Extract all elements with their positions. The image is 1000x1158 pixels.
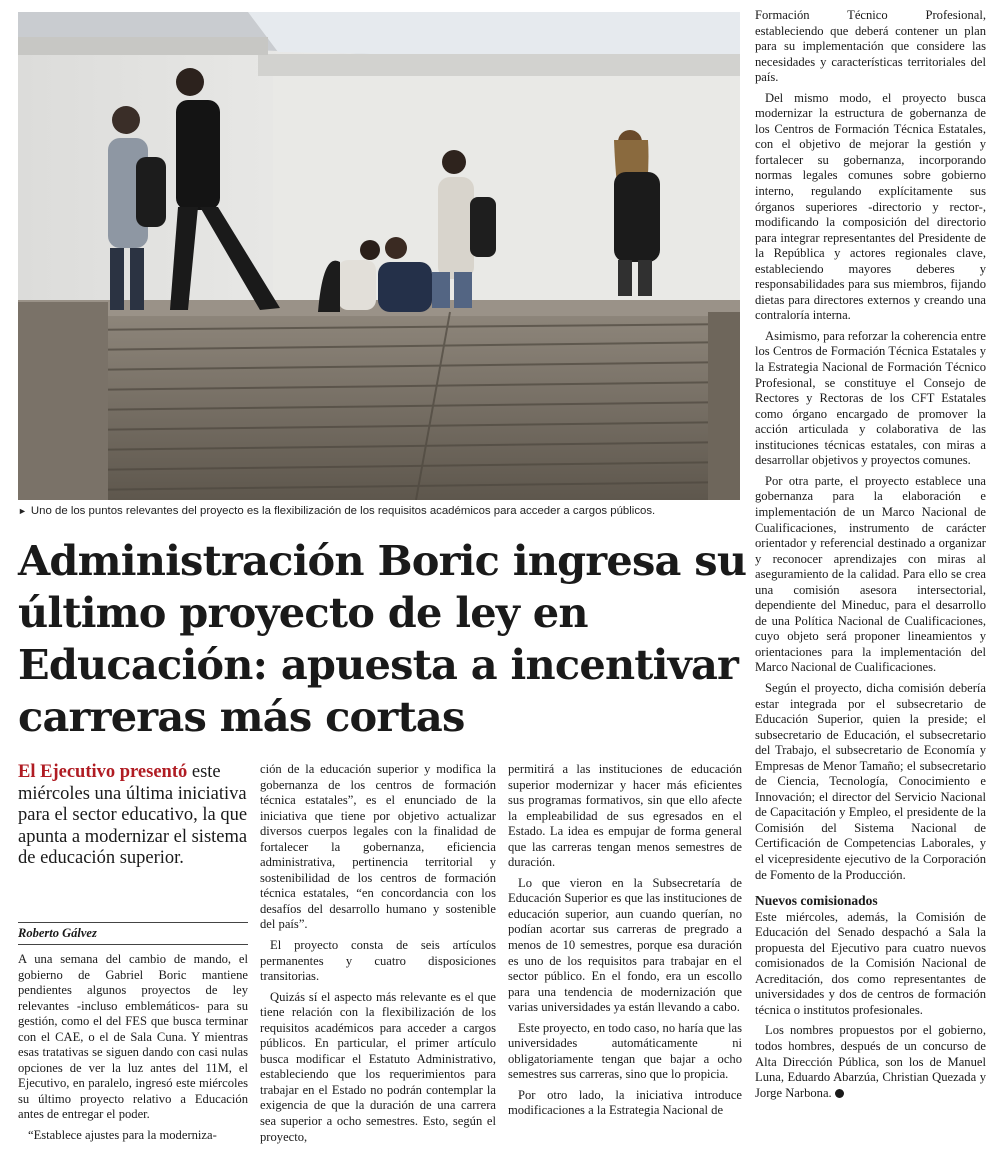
paragraph: ción de la educación superior y modifica la gobernanza de los centros de formación técnica estatales”, es el enunciado de la iniciativa que tiene por objetivo actualizar diversos cuerpos legales con la finalidad de fortalecer la gobernanza, eficiencia administrativa, pertinencia territorial y sostenibilidad de los centros de formación técnica estatales, “en concordancia con los desafíos del desarrollo humano y sostenible del país”.: [260, 762, 496, 932]
photo-students-on-stairs-icon: [18, 12, 740, 500]
paragraph: “Establece ajustes para la moderniza-: [28, 1128, 217, 1143]
byline-rule-top: [18, 922, 248, 923]
column-1: [18, 952, 248, 1149]
lead-paragraph: [18, 762, 248, 870]
byline: Roberto Gálvez: [18, 926, 97, 940]
lead-text: este miércoles una última iniciativa para el sector educativo, la que apunta a modernizar el sistema de educación superior.: [18, 762, 248, 869]
paragraph: Este proyecto, en todo caso, no haría que las universidades automáticamente ni obligatoriamente tengan que bajar a ocho semestres sus carreras, sino que lo propicia.: [508, 1020, 742, 1082]
headline: Administración Boric ingresa su último proyecto de ley en Educación: apuesta a incentivar carreras más cortas: [18, 536, 747, 741]
subheading: Nuevos comisionados: [755, 893, 878, 909]
paragraph: Del mismo modo, el proyecto busca modernizar la estructura de gobernanza de los Centros de Formación Técnica Estatales, con el objetivo de mejorar la gestión y fortalecer su gobernanza, incorporando normas legales comunes sobre gobierno interno, regulando explícitamente sus órganos superiores -directorio y rector-, modificando la composición del directorio para integrar representantes del Presidente de la República y actores regionales clave, estableciendo mayores deberes y responsabilidades para sus miembros, fijando dietas para directores externos y creando una contraloría interna.: [755, 90, 986, 323]
column-4: [755, 8, 986, 1106]
paragraph: A una semana del cambio de mando, el gobierno de Gabriel Boric mantiene pendientes algunos proyectos de ley relevantes -incluso emblemáticos- para su gestión, como el del FES que busca terminar con el CAE, o el de Sala Cuna. Y mientras esas tratativas se siguen dando con casi nulas opciones de ver la luz antes del 11M, el Ejecutivo, en paralelo, ingresó este miércoles su último proyecto relativo a Educación antes de entregar el poder.: [18, 952, 248, 1122]
paragraph: Por otra parte, el proyecto establece una gobernanza para la elaboración e implementación de un Marco Nacional de Cualificaciones, instrumento de carácter orientador y referencial destinado a organizar y reconocer aprendizajes con miras al aseguramiento de la calidad. Para ello se crea una comisión asesora intersectorial, dependiente del Mineduc, para el desarrollo de una Política Nacional de Cualificaciones, cuyo objeto será proponer lineamientos y orientaciones para la implementación del Marco Nacional de Cualificaciones.: [755, 473, 986, 675]
paragraph: El proyecto consta de seis artículos permanentes y cuatro disposiciones transitorias.: [260, 938, 496, 984]
paragraph: Lo que vieron en la Subsecretaría de Educación Superior es que las instituciones de educación superior, aun cuando querían, no podían acortar sus carreras de pregrado a menos de 10 semestres, porque esa duración es uno de los requisitos para trabajar en el sector público. En el fondo, era un escollo para una tendencia de modernización que varias universidades ya están llevando a cabo.: [508, 875, 742, 1015]
paragraph: Formación Técnico Profesional, estableciendo que deberá contener un plan para su implementación que considere las necesidades y características territoriales del país.: [755, 8, 986, 85]
column-3: [508, 762, 742, 1124]
paragraph: Por otro lado, la iniciativa introduce modificaciones a la Estrategia Nacional de: [508, 1087, 742, 1118]
paragraph-text: Los nombres propuestos por el gobierno, todos hombres, después de un concurso de Alta Dirección Pública, son los de Manuel Luna, Eduardo Abarzúa, Christian Quezada y Jorge Narbona.: [755, 1023, 986, 1100]
paragraph: Este miércoles, además, la Comisión de Educación del Senado despachó a Sala la propuesta del Ejecutivo para cuatro nuevos comisionados de la Comisión Nacional de Acreditación, dos como representantes de universidades y dos de centros de formación técnica o institutos profesionales.: [755, 909, 986, 1017]
paragraph: Asimismo, para reforzar la coherencia entre los Centros de Formación Técnica Estatales y la Estrategia Nacional de Formación Técnico Profesional, se constituye el Consejo de Rectores y Rectoras de los CFT Estatales como órgano encargado de promover la acción articulada y colaborativa de las instituciones técnicas estatales, con miras a desarrollar objetivos y proyectos comunes.: [755, 328, 986, 468]
paragraph: Quizás sí el aspecto más relevante es el que tiene relación con la flexibilización de los requisitos académicos para acceder a cargos públicos. En particular, el primer artículo busca modificar el Estatuto Administrativo, estableciendo que los requerimientos para trabajar en el Estado no podrán contemplar la exigencia de que la duración de una carrera sea superior a ocho semestres. Esto, según el proyecto,: [260, 989, 496, 1144]
end-mark-icon: [835, 1089, 844, 1098]
paragraph: [755, 1023, 986, 1101]
paragraph: permitirá a las instituciones de educación superior modernizar y hacer más eficientes sus programas formativos, sin que ello afecte la empleabilidad de sus egresados en el Estado. La idea es empujar de forma general que las carreras tengan menos semestres de duración.: [508, 762, 742, 870]
caption-arrow-icon: ►: [18, 506, 27, 516]
photo-caption: [18, 504, 740, 519]
caption-text: Uno de los puntos relevantes del proyecto es la flexibilización de los requisitos académicos para acceder a cargos públicos.: [30, 505, 656, 517]
lead-highlight: El Ejecutivo presentó: [18, 762, 188, 782]
byline-rule-bottom: [18, 944, 248, 945]
paragraph: Según el proyecto, dicha comisión debería estar integrada por el subsecretario de Educación Superior, quien la preside; el subsecretario de Educación, el subsecretario del Trabajo, el subsecretario de Economía y Empresas de Menor Tamaño; el subsecretario de Ciencia, Tecnología, Conocimiento e Innovación; el director del Servicio Nacional de Capacitación y Empleo, el presidente de la Comisión del Sistema Nacional de Certificación de Competencias Laborales, y el vicepresidente ejecutivo de la Corporación de Fomento de la Producción.: [755, 680, 986, 882]
column-2: [260, 762, 496, 1150]
article-photo: [18, 12, 740, 500]
